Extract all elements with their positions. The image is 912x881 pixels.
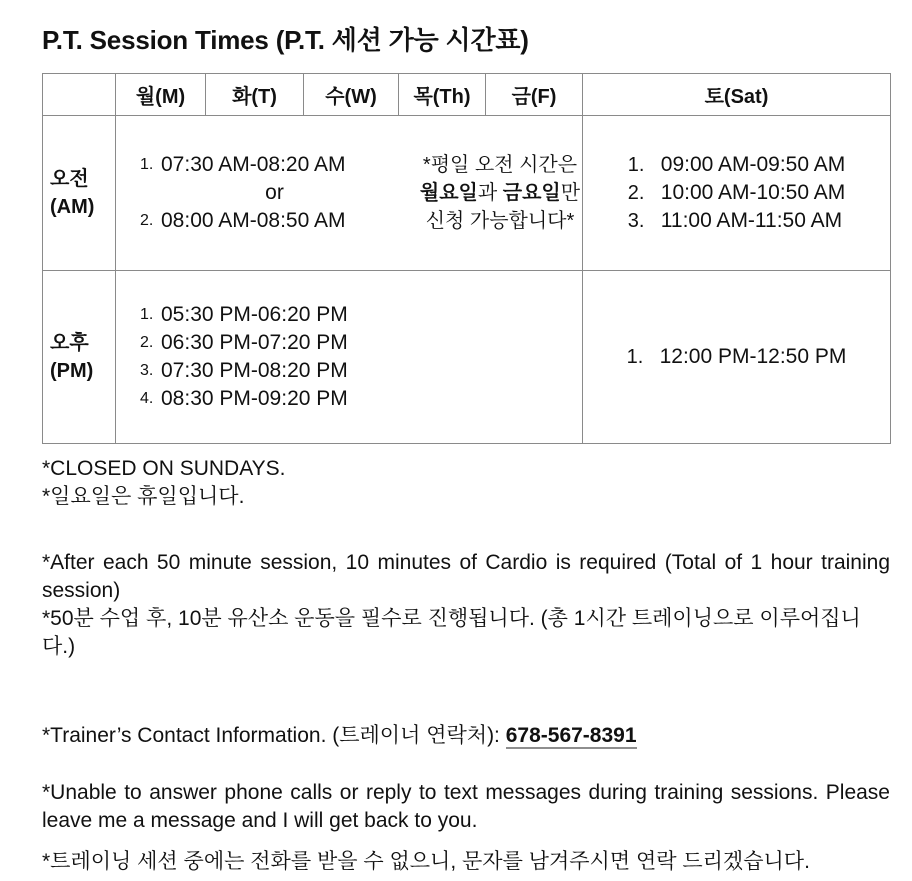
time-slot bbox=[628, 179, 845, 207]
or-separator: or bbox=[265, 181, 284, 204]
closed-note bbox=[42, 455, 890, 511]
time-slot bbox=[628, 151, 845, 179]
session-times-table bbox=[42, 73, 891, 444]
time-slot-text: 09:00 AM-09:50 AM bbox=[660, 153, 846, 176]
closed-note-korean: *일요일은 휴일입니다. bbox=[42, 485, 245, 508]
pm-saturday-times-list bbox=[627, 343, 847, 371]
time-slot-text: 10:00 AM-10:50 AM bbox=[660, 181, 846, 204]
unavailable-note-korean: *트레이닝 세션 중에는 전화를 받을 수 없으니, 문자를 남겨주시면 연락 드리겠습니다. bbox=[42, 850, 810, 873]
am-weekday-times-list bbox=[140, 151, 398, 235]
am-row-label bbox=[43, 116, 116, 271]
time-slot bbox=[140, 151, 398, 179]
contact-note-prefix: *Trainer’s Contact Information. (트레이너 연락처): bbox=[42, 724, 506, 747]
pm-label-english: (PM) bbox=[50, 360, 94, 382]
cardio-note-english: *After each 50 minute session, 10 minutes of Cardio is required (Total of 1 hour training session) bbox=[42, 551, 890, 602]
am-weekday-cell bbox=[116, 116, 583, 271]
time-slot-text: 08:00 AM-08:50 AM bbox=[161, 209, 346, 232]
header-cell-saturday: 토(Sat) bbox=[583, 74, 891, 116]
pm-weekday-cell bbox=[116, 271, 583, 444]
time-slot-text: 12:00 PM-12:50 PM bbox=[659, 345, 847, 368]
am-saturday-cell bbox=[583, 116, 891, 271]
time-slot bbox=[140, 357, 398, 385]
page-title: P.T. Session Times (P.T. 세션 가능 시간표) bbox=[42, 25, 529, 55]
unavailable-note-english: *Unable to answer phone calls or reply to text messages during training sessions. Please leave me a message and I will get back to you. bbox=[42, 781, 890, 832]
time-slot-text: 07:30 PM-08:20 PM bbox=[161, 359, 348, 382]
pm-row bbox=[43, 271, 891, 444]
am-row bbox=[43, 116, 891, 271]
pm-label-korean: 오후 bbox=[50, 332, 89, 354]
footnotes bbox=[42, 455, 890, 876]
cardio-note-korean: *50분 수업 후, 10분 유산소 운동을 필수로 진행됩니다. (총 1시간 트레이닝으로 이루어집니다.) bbox=[42, 607, 861, 658]
trainer-phone-number: 678-567-8391 bbox=[505, 724, 637, 747]
pm-saturday-cell bbox=[583, 271, 891, 444]
time-slot bbox=[140, 385, 398, 413]
cardio-note bbox=[42, 549, 890, 661]
am-label-english: (AM) bbox=[50, 196, 95, 218]
time-slot-text: 08:30 PM-09:20 PM bbox=[161, 387, 348, 410]
time-slot bbox=[140, 207, 398, 235]
time-slot bbox=[140, 329, 398, 357]
table-header-row bbox=[43, 74, 891, 116]
am-label-korean: 오전 bbox=[50, 168, 89, 190]
closed-note-english: *CLOSED ON SUNDAYS. bbox=[42, 457, 286, 480]
time-slot-text: 07:30 AM-08:20 AM bbox=[161, 153, 346, 176]
pm-row-label bbox=[43, 271, 116, 444]
am-weekday-note bbox=[404, 151, 596, 235]
am-note-line2: 월요일과 금요일만 bbox=[419, 182, 581, 204]
time-slot-text: 11:00 AM-11:50 AM bbox=[660, 209, 843, 232]
am-note-line1: *평일 오전 시간은 bbox=[422, 154, 578, 176]
pm-weekday-times-list bbox=[140, 301, 398, 413]
contact-note bbox=[42, 722, 890, 750]
header-cell-thursday: 목(Th) bbox=[399, 74, 486, 116]
am-note-line3: 신청 가능합니다* bbox=[425, 210, 575, 232]
time-slot bbox=[627, 343, 847, 371]
header-cell-empty bbox=[43, 74, 116, 116]
header-cell-wednesday: 수(W) bbox=[304, 74, 399, 116]
time-slot-text: 06:30 PM-07:20 PM bbox=[161, 331, 348, 354]
note-monday-bold: 월요일 bbox=[419, 182, 478, 204]
header-cell-tuesday: 화(T) bbox=[206, 74, 304, 116]
header-cell-monday: 월(M) bbox=[116, 74, 206, 116]
time-slot bbox=[140, 301, 398, 329]
time-slot bbox=[628, 207, 845, 235]
note-friday-bold: 금요일 bbox=[502, 182, 561, 204]
time-slot-text: 05:30 PM-06:20 PM bbox=[161, 303, 348, 326]
am-saturday-times-list bbox=[628, 151, 845, 235]
header-cell-friday: 금(F) bbox=[486, 74, 583, 116]
